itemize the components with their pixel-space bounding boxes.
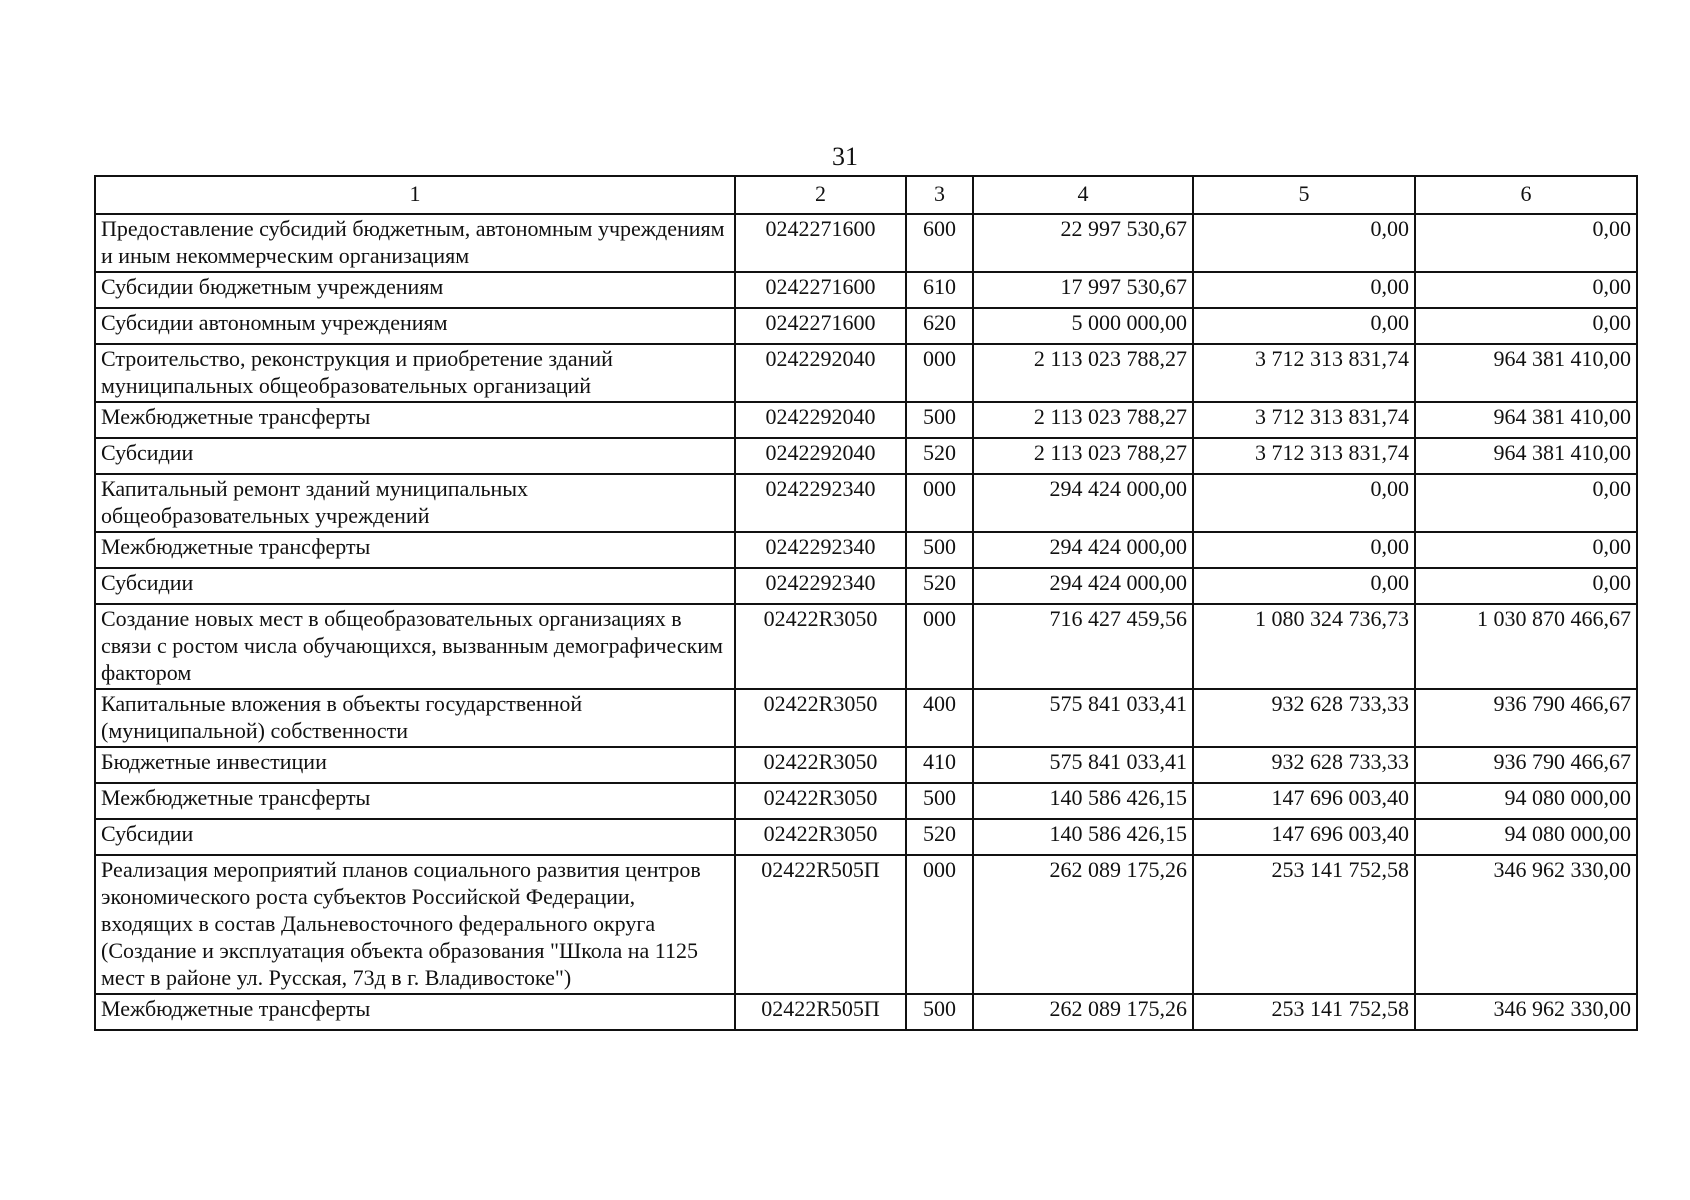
row-code-cell: 0242292340 bbox=[735, 568, 906, 604]
row-value-col5-cell: 932 628 733,33 bbox=[1193, 747, 1415, 783]
row-value-col5-cell: 0,00 bbox=[1193, 474, 1415, 532]
row-name-cell: Бюджетные инвестиции bbox=[95, 747, 735, 783]
row-value-col4-cell: 716 427 459,56 bbox=[973, 604, 1193, 689]
row-type-cell: 600 bbox=[906, 214, 973, 272]
row-value-col4-cell: 575 841 033,41 bbox=[973, 747, 1193, 783]
row-code-cell: 0242271600 bbox=[735, 272, 906, 308]
row-name-cell: Субсидии bbox=[95, 819, 735, 855]
row-code-cell: 02422R3050 bbox=[735, 604, 906, 689]
row-value-col5-cell: 147 696 003,40 bbox=[1193, 783, 1415, 819]
table-row bbox=[95, 783, 1637, 819]
table-row bbox=[95, 747, 1637, 783]
row-code-cell: 0242292340 bbox=[735, 474, 906, 532]
table-row bbox=[95, 689, 1637, 747]
row-value-col5-cell: 0,00 bbox=[1193, 532, 1415, 568]
row-name-cell: Субсидии автономным учреждениям bbox=[95, 308, 735, 344]
row-type-cell: 620 bbox=[906, 308, 973, 344]
row-type-cell: 000 bbox=[906, 604, 973, 689]
row-type-cell: 520 bbox=[906, 819, 973, 855]
table-row bbox=[95, 272, 1637, 308]
row-type-cell: 610 bbox=[906, 272, 973, 308]
row-value-col5-cell: 3 712 313 831,74 bbox=[1193, 438, 1415, 474]
budget-table bbox=[94, 175, 1638, 1031]
row-value-col5-cell: 0,00 bbox=[1193, 568, 1415, 604]
row-type-cell: 520 bbox=[906, 438, 973, 474]
row-value-col4-cell: 17 997 530,67 bbox=[973, 272, 1193, 308]
row-code-cell: 0242292340 bbox=[735, 532, 906, 568]
row-type-cell: 500 bbox=[906, 783, 973, 819]
row-name-cell: Капитальный ремонт зданий муниципальных общеобразовательных учреждений bbox=[95, 474, 735, 532]
table-row bbox=[95, 604, 1637, 689]
row-type-cell: 000 bbox=[906, 474, 973, 532]
row-value-col4-cell: 575 841 033,41 bbox=[973, 689, 1193, 747]
row-value-col4-cell: 262 089 175,26 bbox=[973, 855, 1193, 994]
row-type-cell: 500 bbox=[906, 402, 973, 438]
row-value-col6-cell: 0,00 bbox=[1415, 214, 1637, 272]
row-value-col6-cell: 0,00 bbox=[1415, 474, 1637, 532]
row-value-col5-cell: 932 628 733,33 bbox=[1193, 689, 1415, 747]
row-name-cell: Субсидии bbox=[95, 438, 735, 474]
column-header: 5 bbox=[1193, 176, 1415, 214]
row-value-col4-cell: 294 424 000,00 bbox=[973, 532, 1193, 568]
row-value-col4-cell: 2 113 023 788,27 bbox=[973, 402, 1193, 438]
row-value-col6-cell: 0,00 bbox=[1415, 308, 1637, 344]
row-value-col4-cell: 2 113 023 788,27 bbox=[973, 344, 1193, 402]
row-value-col5-cell: 3 712 313 831,74 bbox=[1193, 344, 1415, 402]
row-name-cell: Межбюджетные трансферты bbox=[95, 532, 735, 568]
row-name-cell: Строительство, реконструкция и приобретение зданий муниципальных общеобразовательных организаций bbox=[95, 344, 735, 402]
row-type-cell: 000 bbox=[906, 855, 973, 994]
row-type-cell: 400 bbox=[906, 689, 973, 747]
row-type-cell: 410 bbox=[906, 747, 973, 783]
column-header: 6 bbox=[1415, 176, 1637, 214]
row-value-col6-cell: 0,00 bbox=[1415, 568, 1637, 604]
row-code-cell: 0242292040 bbox=[735, 402, 906, 438]
row-value-col6-cell: 936 790 466,67 bbox=[1415, 747, 1637, 783]
row-value-col5-cell: 3 712 313 831,74 bbox=[1193, 402, 1415, 438]
row-type-cell: 000 bbox=[906, 344, 973, 402]
row-value-col4-cell: 140 586 426,15 bbox=[973, 783, 1193, 819]
row-name-cell: Межбюджетные трансферты bbox=[95, 783, 735, 819]
row-code-cell: 02422R505П bbox=[735, 994, 906, 1030]
table-row bbox=[95, 438, 1637, 474]
table-row bbox=[95, 402, 1637, 438]
row-type-cell: 520 bbox=[906, 568, 973, 604]
row-code-cell: 0242271600 bbox=[735, 308, 906, 344]
row-value-col6-cell: 936 790 466,67 bbox=[1415, 689, 1637, 747]
row-value-col6-cell: 346 962 330,00 bbox=[1415, 855, 1637, 994]
row-type-cell: 500 bbox=[906, 994, 973, 1030]
row-value-col5-cell: 253 141 752,58 bbox=[1193, 994, 1415, 1030]
table-row bbox=[95, 474, 1637, 532]
row-value-col6-cell: 964 381 410,00 bbox=[1415, 438, 1637, 474]
table-row bbox=[95, 855, 1637, 994]
table-row bbox=[95, 568, 1637, 604]
row-value-col5-cell: 147 696 003,40 bbox=[1193, 819, 1415, 855]
row-value-col4-cell: 2 113 023 788,27 bbox=[973, 438, 1193, 474]
row-value-col4-cell: 294 424 000,00 bbox=[973, 474, 1193, 532]
column-header: 1 bbox=[95, 176, 735, 214]
table-row bbox=[95, 308, 1637, 344]
row-name-cell: Предоставление субсидий бюджетным, автономным учреждениям и иным некоммерческим организациям bbox=[95, 214, 735, 272]
row-value-col4-cell: 294 424 000,00 bbox=[973, 568, 1193, 604]
column-header: 3 bbox=[906, 176, 973, 214]
column-header: 2 bbox=[735, 176, 906, 214]
row-code-cell: 02422R3050 bbox=[735, 747, 906, 783]
row-value-col4-cell: 22 997 530,67 bbox=[973, 214, 1193, 272]
table-row bbox=[95, 344, 1637, 402]
row-name-cell: Межбюджетные трансферты bbox=[95, 994, 735, 1030]
table-row bbox=[95, 532, 1637, 568]
row-value-col5-cell: 0,00 bbox=[1193, 214, 1415, 272]
row-name-cell: Реализация мероприятий планов социального развития центров экономического роста субъектов Российской Федерации, входящих в состав Дальневосточного федерального округа (Создание и эксплуатация объекта образования "Школа на 1125 мест в районе ул. Русская, 73д в г. Владивостоке") bbox=[95, 855, 735, 994]
row-value-col6-cell: 0,00 bbox=[1415, 272, 1637, 308]
row-value-col6-cell: 94 080 000,00 bbox=[1415, 819, 1637, 855]
row-code-cell: 0242292040 bbox=[735, 344, 906, 402]
page-number: 31 bbox=[832, 142, 858, 171]
table-row bbox=[95, 819, 1637, 855]
table-row bbox=[95, 994, 1637, 1030]
header-row bbox=[95, 176, 1637, 214]
column-header: 4 bbox=[973, 176, 1193, 214]
row-code-cell: 02422R3050 bbox=[735, 783, 906, 819]
row-name-cell: Субсидии бюджетным учреждениям bbox=[95, 272, 735, 308]
row-value-col6-cell: 964 381 410,00 bbox=[1415, 344, 1637, 402]
row-value-col5-cell: 0,00 bbox=[1193, 272, 1415, 308]
row-code-cell: 0242271600 bbox=[735, 214, 906, 272]
row-name-cell: Межбюджетные трансферты bbox=[95, 402, 735, 438]
table-body bbox=[95, 214, 1637, 1030]
table-row bbox=[95, 214, 1637, 272]
row-value-col4-cell: 140 586 426,15 bbox=[973, 819, 1193, 855]
row-code-cell: 0242292040 bbox=[735, 438, 906, 474]
row-value-col4-cell: 262 089 175,26 bbox=[973, 994, 1193, 1030]
row-value-col6-cell: 346 962 330,00 bbox=[1415, 994, 1637, 1030]
row-value-col6-cell: 0,00 bbox=[1415, 532, 1637, 568]
row-value-col6-cell: 94 080 000,00 bbox=[1415, 783, 1637, 819]
row-code-cell: 02422R505П bbox=[735, 855, 906, 994]
row-code-cell: 02422R3050 bbox=[735, 819, 906, 855]
row-name-cell: Создание новых мест в общеобразовательных организациях в связи с ростом числа обучающихся, вызванным демографическим фактором bbox=[95, 604, 735, 689]
row-value-col5-cell: 1 080 324 736,73 bbox=[1193, 604, 1415, 689]
row-value-col4-cell: 5 000 000,00 bbox=[973, 308, 1193, 344]
row-name-cell: Капитальные вложения в объекты государственной (муниципальной) собственности bbox=[95, 689, 735, 747]
row-value-col5-cell: 0,00 bbox=[1193, 308, 1415, 344]
row-code-cell: 02422R3050 bbox=[735, 689, 906, 747]
row-name-cell: Субсидии bbox=[95, 568, 735, 604]
row-value-col6-cell: 964 381 410,00 bbox=[1415, 402, 1637, 438]
row-value-col5-cell: 253 141 752,58 bbox=[1193, 855, 1415, 994]
row-value-col6-cell: 1 030 870 466,67 bbox=[1415, 604, 1637, 689]
row-type-cell: 500 bbox=[906, 532, 973, 568]
